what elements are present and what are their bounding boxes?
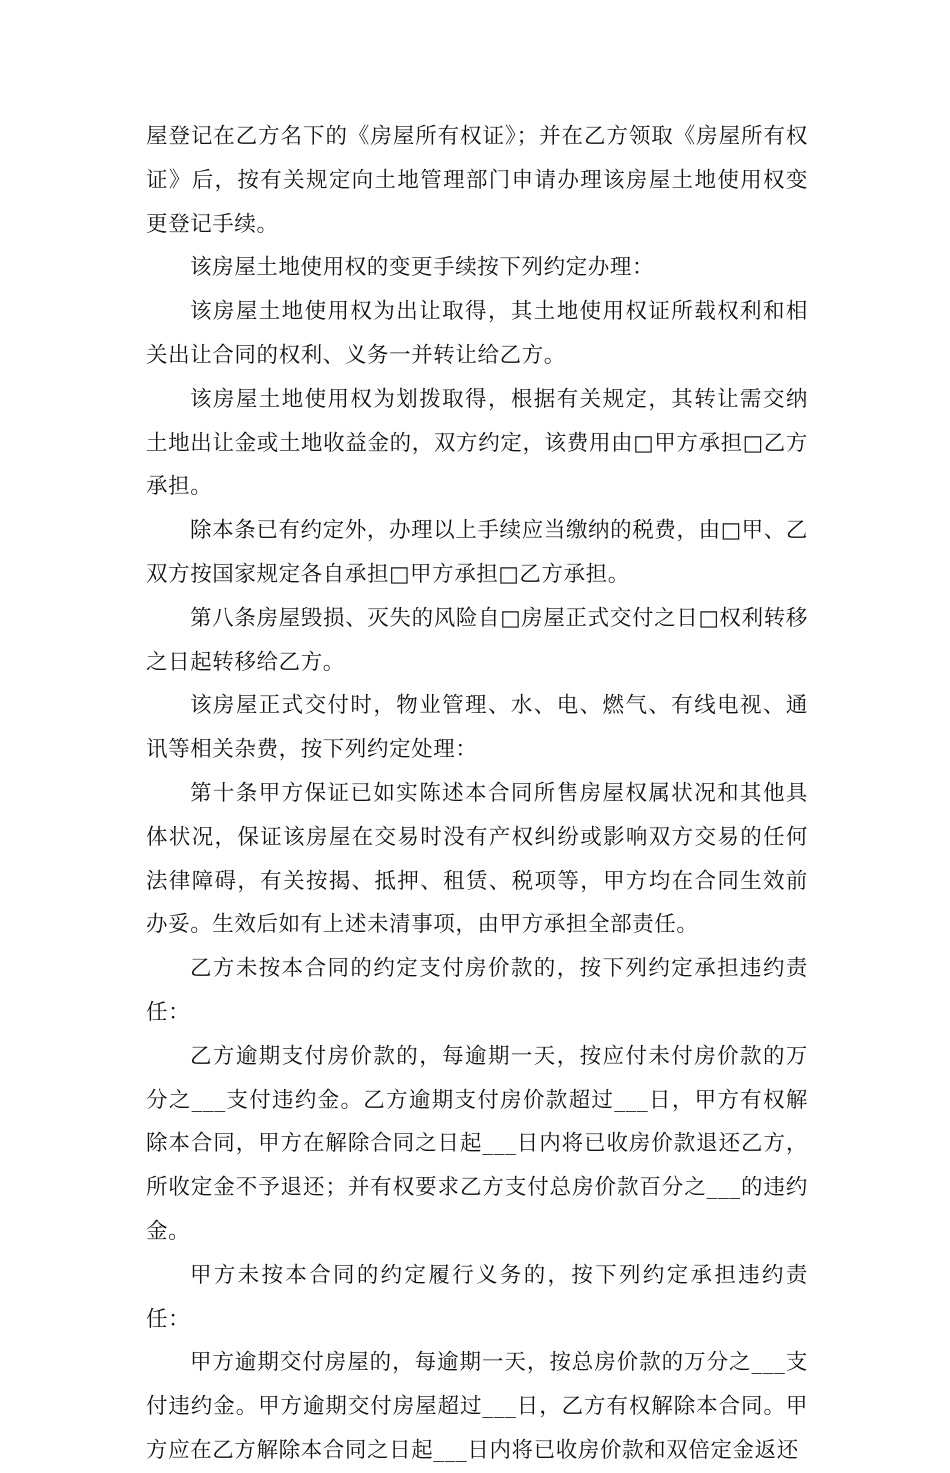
paragraph-9: 乙方未按本合同的约定支付房价款的，按下列约定承担违约责任： <box>146 956 808 1025</box>
paragraph-6: 第八条房屋毁损、灭失的风险自□房屋正式交付之日□权利转移之日起转移给乙方。 <box>146 605 808 675</box>
paragraph-8: 第十条甲方保证已如实陈述本合同所售房屋权属状况和其他具体状况，保证该房屋在交易时没有产权纠纷或影响双方交易的任何法律障碍，有关按揭、抵押、租赁、税项等，甲方均在合同生效前办妥。生效后如有上述未清事项，由甲方承担全部责任。 <box>146 780 808 938</box>
paragraph-2: 该房屋土地使用权的变更手续按下列约定办理： <box>190 255 655 281</box>
paragraph-5: 除本条已有约定外，办理以上手续应当缴纳的税费，由□甲、乙双方按国家规定各自承担□甲方承担□乙方承担。 <box>146 518 808 587</box>
document-body <box>146 115 808 1473</box>
paragraph-11: 甲方未按本合同的约定履行义务的，按下列约定承担违约责任： <box>146 1262 808 1332</box>
paragraph-4: 该房屋土地使用权为划拨取得，根据有关规定，其转让需交纳土地出让金或土地收益金的，双方约定，该费用由□甲方承担□乙方承担。 <box>146 386 808 500</box>
paragraph-3: 该房屋土地使用权为出让取得，其土地使用权证所载权利和相关出让合同的权利、义务一并转让给乙方。 <box>146 299 808 368</box>
paragraph-12: 甲方逾期交付房屋的，每逾期一天，按总房价款的万分之___支付违约金。甲方逾期交付房屋超过___日，乙方有权解除本合同。甲方应在乙方解除本合同之日起___日内将已收房价款和双倍定金返还 <box>146 1350 808 1463</box>
paragraph-7: 该房屋正式交付时，物业管理、水、电、燃气、有线电视、通讯等相关杂费，按下列约定处理： <box>146 693 808 763</box>
paragraph-10: 乙方逾期支付房价款的，每逾期一天，按应付未付房价款的万分之___支付违约金。乙方逾期支付房价款超过___日，甲方有权解除本合同，甲方在解除合同之日起___日内将已收房价款退还乙方，所收定金不予退还；并有权要求乙方支付总房价款百分之___的违约金。 <box>146 1043 808 1244</box>
paragraph-1: 屋登记在乙方名下的《房屋所有权证》；并在乙方领取《房屋所有权证》后，按有关规定向土地管理部门申请办理该房屋土地使用权变更登记手续。 <box>146 124 808 237</box>
